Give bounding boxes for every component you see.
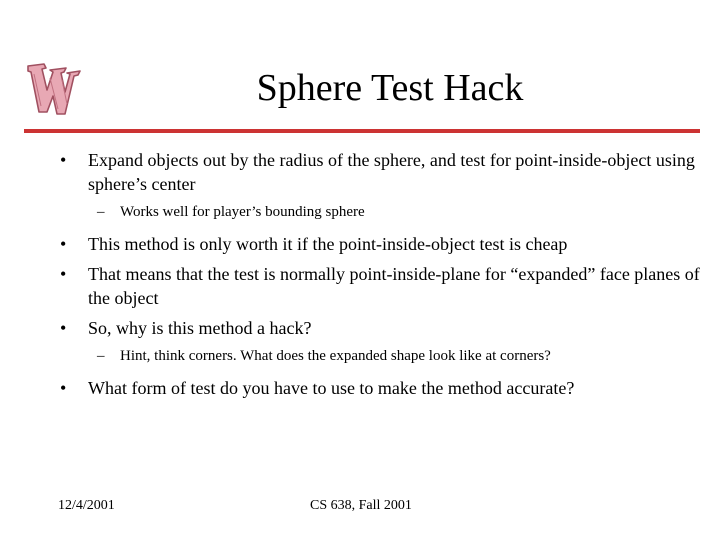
bullet-3: • That means that the test is normally point-inside-plane for “expanded” face planes of the object bbox=[60, 262, 700, 310]
wisconsin-w-logo-icon bbox=[22, 52, 94, 124]
bullet-2: • This method is only worth it if the point-inside-object test is cheap bbox=[60, 232, 700, 256]
slide-body bbox=[60, 148, 700, 400]
bullet-1: • Expand objects out by the radius of the sphere, and test for point-inside-object using sphere’s center bbox=[60, 148, 700, 196]
footer-course: CS 638, Fall 2001 bbox=[310, 498, 412, 513]
bullet-5: • What form of test do you have to use to make the method accurate? bbox=[60, 376, 700, 400]
subbullet-1: – Works well for player’s bounding sphere bbox=[60, 202, 700, 222]
title-underline bbox=[24, 129, 700, 133]
subbullet-2: – Hint, think corners. What does the expanded shape look like at corners? bbox=[60, 346, 700, 366]
footer-date: 12/4/2001 bbox=[58, 498, 115, 513]
bullet-4: • So, why is this method a hack? bbox=[60, 316, 700, 340]
slide-title: Sphere Test Hack bbox=[256, 67, 524, 109]
